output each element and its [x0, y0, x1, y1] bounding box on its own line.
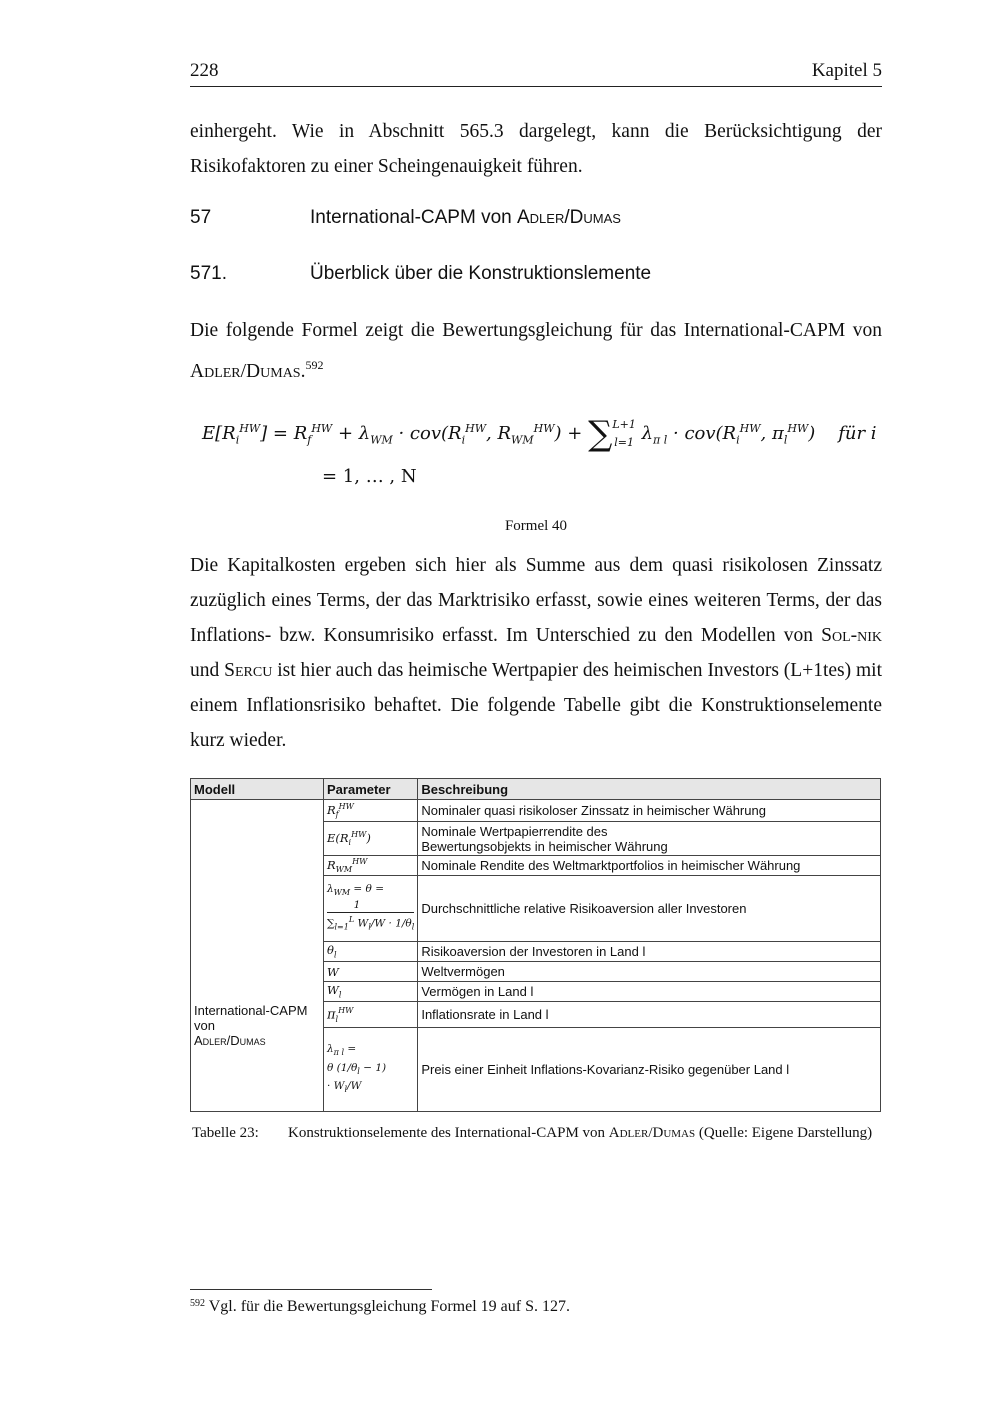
- subsection-title: Überblick über die Konstruktionslemente: [310, 263, 652, 284]
- table-caption-label: Tabelle 23:: [192, 1125, 259, 1141]
- formula-line-2: = 1, … , N: [322, 466, 417, 487]
- footnote: [190, 1298, 570, 1316]
- param-lambda-pi: $\lambda_{\pi l}$ = θ $(1/\theta_l - 1)$ · $W_l/W$: [324, 1028, 418, 1112]
- section-title-prefix: International-CAPM von: [310, 207, 517, 228]
- paragraph-formula-text: Die folgende Formel zeigt die Bewertungsgleichung für das International-CAPM von: [190, 320, 882, 341]
- param-lambda-wm: $\lambda_{WM} = \theta$ = 1 $\sum_{l=1}^L$ $W_l/W \cdot 1/\theta_l$: [324, 876, 418, 942]
- table-caption-text: Konstruktionselemente des International-CAPM von: [288, 1125, 609, 1141]
- param-e-ri: $E(R_i^{HW})$: [324, 822, 418, 856]
- model-line-1: International-CAPM: [194, 1002, 308, 1018]
- model-line-3: Adler/Dumas: [194, 1032, 266, 1048]
- param-w: W: [324, 962, 418, 982]
- section-author-a: Adler: [517, 207, 565, 228]
- p3-author-sercu: Sercu: [224, 660, 273, 681]
- param-theta-l: $\theta_l$: [324, 942, 418, 962]
- param-rf: $R_f^{HW}$: [324, 800, 418, 822]
- page-number: 228: [190, 60, 219, 81]
- sum-symbol: ∑: [588, 414, 613, 454]
- section-author-b: Dumas: [569, 207, 621, 228]
- desc-cell: Inflationsrate in Land l: [418, 1002, 881, 1028]
- section-number: 57: [190, 207, 212, 228]
- desc-cell: [418, 822, 881, 856]
- desc-line-1: Nominale Wertpapierrendite des: [421, 823, 608, 839]
- p3-part3: ist hier auch das heimische Wertpapier des heimischen Investors (L+1tes) mit einem Inflationsrisiko behaftet. Die folgende Tabelle gibt die Konstruktionselemente kurz wieder.: [190, 660, 883, 751]
- param-rwm: $R_{WM}^{HW}$: [324, 856, 418, 876]
- paragraph-intro: einhergeht. Wie in Abschnitt 565.3 dargelegt, kann die Berücksichtigung der Risikofaktoren zu einer Scheingenauigkeit führen.: [190, 121, 882, 177]
- table-header-row: [191, 779, 881, 800]
- param-pi-l: $\pi_l^{HW}$: [324, 1002, 418, 1028]
- desc-cell: Nominale Rendite des Weltmarktportfolios in heimischer Währung: [418, 856, 881, 876]
- desc-cell: Vermögen in Land l: [418, 982, 881, 1002]
- param-wl: $W_l$: [324, 982, 418, 1002]
- footnote-separator: [190, 1289, 432, 1290]
- paragraph-formula-authors: Adler/Dumas: [190, 361, 301, 382]
- section-slash: /: [564, 207, 570, 228]
- desc-cell: Durchschnittliche relative Risikoaversion aller Investoren: [418, 876, 881, 942]
- paragraph-formula-end: .: [300, 361, 306, 382]
- table-row: [191, 800, 881, 822]
- desc-cell: Preis einer Einheit Inflations-Kovarianz-Risiko gegenüber Land l: [418, 1028, 881, 1112]
- formula-line-1: $E[R_i^{HW}] = R_f^{HW} + \lambda_{WM} \cdot cov(R_i^{HW}$, $R_{WM}^{HW}) + \sum L+1$ l=1 $\lambda_{\pi l} \cdot cov(R_i^{HW}$, $\pi_l^{HW}$) für i: [202, 414, 877, 454]
- page-header: [190, 58, 882, 87]
- table-caption-authors: Adler/Dumas: [608, 1125, 696, 1141]
- paragraph-cost-of-capital: [190, 548, 882, 758]
- header-modell: Modell: [191, 779, 324, 800]
- model-line-2: von: [194, 1017, 215, 1033]
- desc-cell: Risikoaversion der Investoren in Land l: [418, 942, 881, 962]
- p3-part1: Die Kapitalkosten ergeben sich hier als Summe aus dem quasi risikolosen Zinssatz zuzüglich eines Terms, der das Marktrisiko erfasst, sowie eines weiteren Terms, der das Inflations- bzw. Konsumrisiko erfasst. Im Unterschied zu den Modellen von: [190, 555, 882, 646]
- footnote-reference: 592: [305, 358, 324, 372]
- p3-part2: und: [190, 660, 225, 681]
- construction-elements-table: [190, 778, 881, 1112]
- model-cell: [191, 800, 324, 1112]
- chapter-label: Kapitel 5: [811, 60, 882, 81]
- footnote-number: 592: [190, 1298, 205, 1309]
- subsection-number: 571.: [190, 263, 227, 284]
- section-title: [310, 207, 621, 229]
- desc-cell: Weltvermögen: [418, 962, 881, 982]
- table-caption-source: (Quelle: Eigene Darstellung): [695, 1125, 873, 1141]
- desc-cell: Nominaler quasi risikoloser Zinssatz in heimischer Währung: [418, 800, 881, 822]
- table-caption: [192, 1125, 884, 1142]
- header-beschreibung: Beschreibung: [418, 779, 881, 800]
- footnote-text: Vgl. für die Bewertungsgleichung Formel 19 auf S. 127.: [208, 1298, 570, 1315]
- desc-line-2: Bewertungsobjekts in heimischer Währung: [421, 838, 668, 854]
- paragraph-formula-intro: [190, 313, 882, 389]
- p3-author-solnik: Sol-nik: [821, 625, 882, 646]
- formula-suffix: für i: [838, 423, 877, 444]
- formula-caption: Formel 40: [504, 518, 568, 534]
- header-parameter: Parameter: [324, 779, 418, 800]
